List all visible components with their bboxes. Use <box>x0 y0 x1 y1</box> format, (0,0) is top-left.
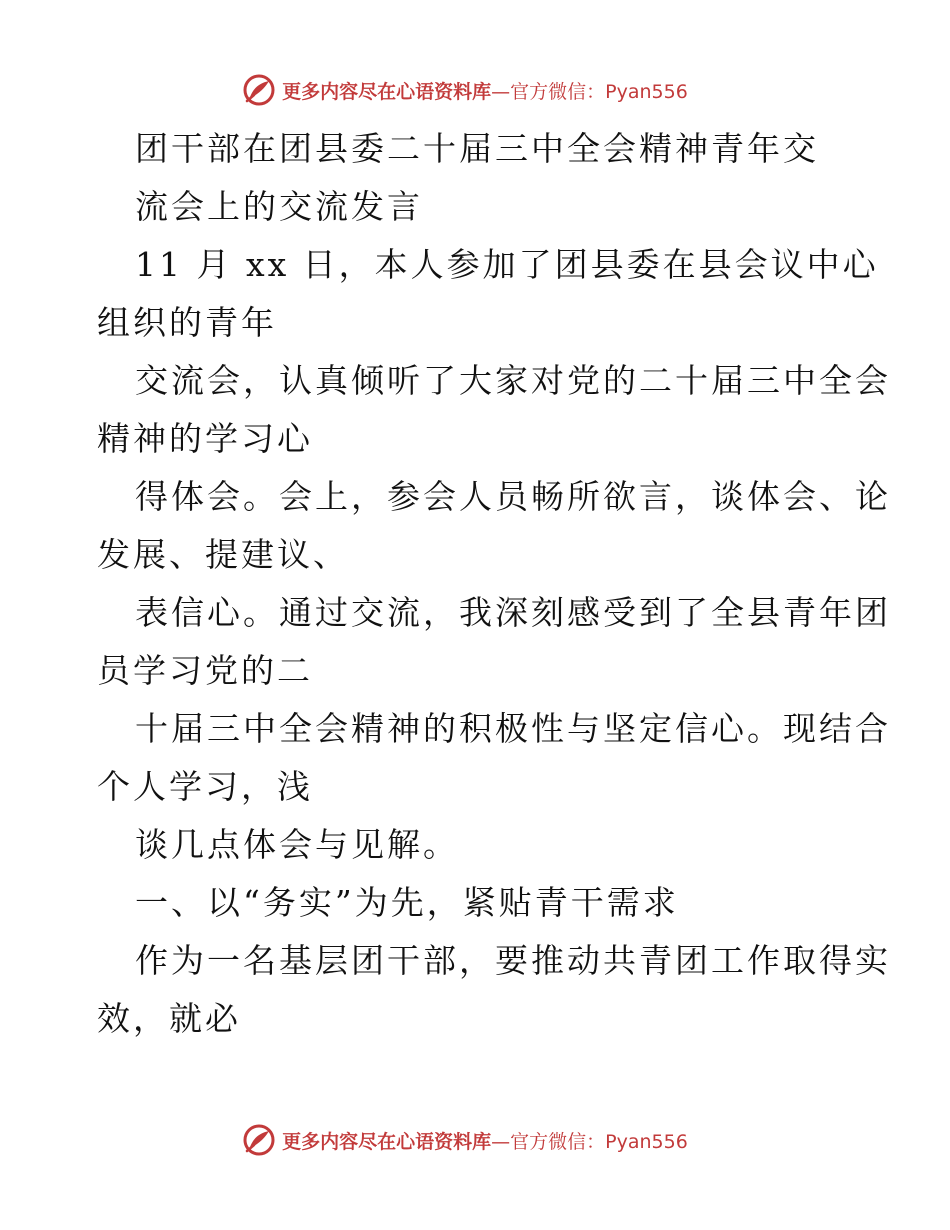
text-line: 个人学习，浅 <box>97 767 313 806</box>
watermark-separator: — <box>491 1130 511 1153</box>
text-line: 11 月 xx 日，本人参加了团县委在县会议中心 <box>135 245 879 284</box>
text-line: 得体会。会上，参会人员畅所欲言，谈体会、论 <box>135 477 891 516</box>
footer-watermark <box>0 1120 950 1160</box>
text-line: 表信心。通过交流，我深刻感受到了全县青年团 <box>135 593 891 632</box>
text-line: 作为一名基层团干部，要推动共青团工作取得实 <box>135 941 891 980</box>
text-line: 组织的青年 <box>97 303 277 342</box>
text-line: 发展、提建议、 <box>97 535 349 574</box>
watermark-group <box>242 1123 688 1157</box>
document-body <box>97 120 891 1048</box>
watermark-wechat: 官方微信：Pyan556 <box>510 1130 688 1153</box>
watermark-main: 更多内容尽在心语资料库 <box>282 80 492 103</box>
text-line: 效，就必 <box>97 999 241 1038</box>
watermark-group <box>242 73 688 107</box>
watermark-text <box>282 1127 688 1154</box>
text-line: 谈几点体会与见解。 <box>135 825 459 864</box>
text-line: 十届三中全会精神的积极性与坚定信心。现结合 <box>135 709 891 748</box>
pen-logo-icon <box>242 73 276 107</box>
section-heading: 一、以“务实”为先，紧贴青干需求 <box>135 883 679 922</box>
watermark-main: 更多内容尽在心语资料库 <box>282 1130 492 1153</box>
header-watermark <box>0 70 950 110</box>
text-line: 流会上的交流发言 <box>135 187 423 226</box>
pen-logo-icon <box>242 1123 276 1157</box>
watermark-wechat: 官方微信：Pyan556 <box>510 80 688 103</box>
text-line: 员学习党的二 <box>97 651 313 690</box>
text-line: 团干部在团县委二十届三中全会精神青年交 <box>135 129 819 168</box>
text-line: 精神的学习心 <box>97 419 313 458</box>
watermark-separator: — <box>491 80 511 103</box>
text-line: 交流会，认真倾听了大家对党的二十届三中全会 <box>135 361 891 400</box>
watermark-text <box>282 77 688 104</box>
